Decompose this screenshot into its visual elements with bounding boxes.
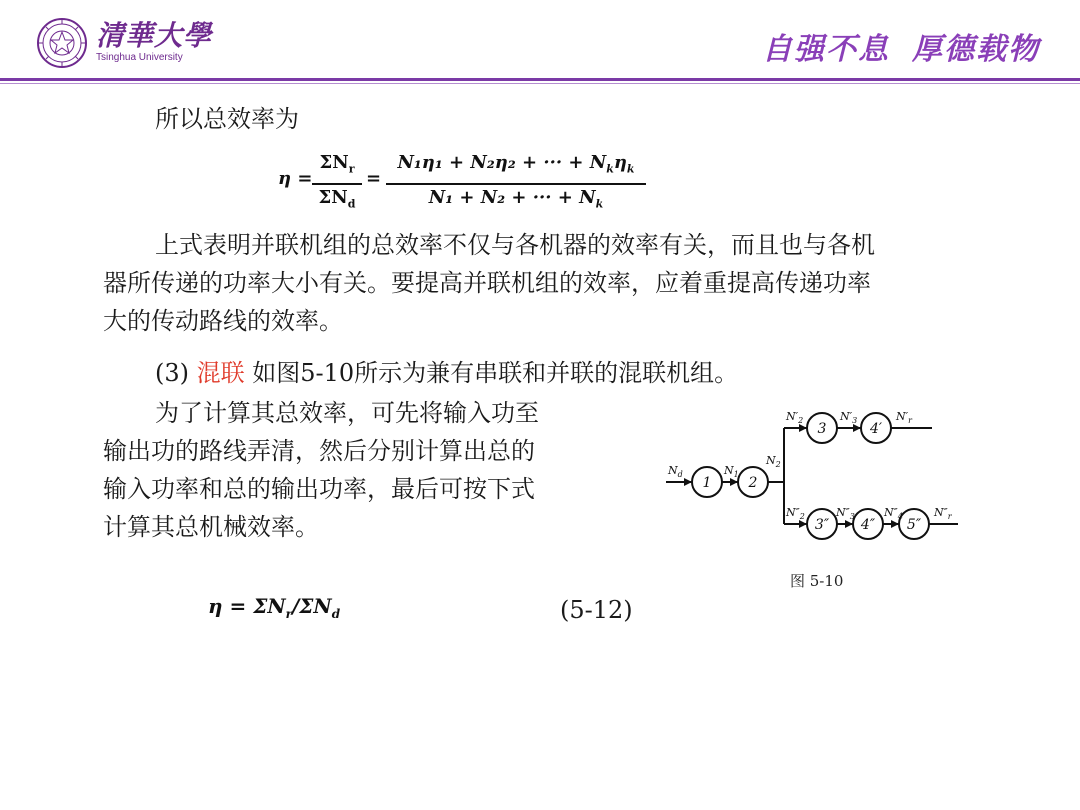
label-n1-sub: 1 <box>733 470 739 479</box>
paragraph-mixed-explanation <box>103 394 603 546</box>
equation-number: (5-12) <box>560 596 633 624</box>
label-n2-sub: 2 <box>775 460 781 469</box>
formula1-frac1-num-sub: r <box>348 162 355 176</box>
header-divider <box>0 78 1080 81</box>
label-bot-out-main: N″ <box>934 506 948 519</box>
paragraph3-line4: 计算其总机械效率。 <box>103 513 319 541</box>
formula1-lhs: η = <box>278 168 313 189</box>
paragraph1-line3: 大的传动路线的效率。 <box>103 307 343 335</box>
label-bot-b-main: N″ <box>884 506 898 519</box>
label-nd-main: N <box>668 464 678 477</box>
label-top-in <box>785 410 803 425</box>
label-top-mid <box>839 410 857 425</box>
label-n2 <box>765 454 781 469</box>
university-motto <box>762 24 1040 68</box>
formula1-frac2-num-k: k <box>606 162 614 176</box>
mixed-prefix: (3) <box>155 359 197 387</box>
paragraph-mixed-heading <box>155 354 738 392</box>
node-label-5-bottom: 5″ <box>906 517 922 533</box>
formula1-frac2-den: N₁ + N₂ + ··· + N <box>428 186 596 208</box>
label-top-mid-sub: 3 <box>852 416 858 425</box>
label-n2-main: N <box>766 454 776 467</box>
label-n1 <box>723 464 739 479</box>
efficiency-formula <box>278 152 648 210</box>
label-top-out <box>895 410 913 425</box>
label-bot-out <box>933 506 953 521</box>
label-bot-a <box>835 506 855 521</box>
mixed-description: 如图5-10所示为兼有串联和并联的混联机组。 <box>244 359 739 387</box>
paragraph3-line1: 为了计算其总效率，可先将输入功至 <box>155 399 539 427</box>
node-label-4-top: 4′ <box>869 421 883 437</box>
formula1-frac2-den-k: k <box>595 197 604 211</box>
figure-caption: 图 5-10 <box>790 572 844 590</box>
formula1-equals: = <box>366 168 382 189</box>
node-label-3-top: 3 <box>817 421 827 437</box>
university-seal-icon <box>36 17 88 69</box>
header-divider-thin <box>0 83 1080 84</box>
mixed-machine-diagram <box>660 400 970 560</box>
university-name-cn: 清華大學 <box>96 19 213 52</box>
formula1-fraction2 <box>386 152 646 215</box>
formula1-frac2-num: N₁η₁ + N₂η₂ + ··· + N <box>397 152 607 173</box>
label-top-out-sub: r <box>908 416 912 425</box>
formula1-frac1-den-sub: d <box>347 197 356 211</box>
formula1-frac2-num-tail-k: k <box>626 162 635 176</box>
node-label-2: 2 <box>748 475 758 491</box>
label-bot-in-main: N″ <box>786 506 800 519</box>
paragraph3-line3: 输入功率和总的输出功率，最后可按下式 <box>103 475 535 503</box>
motto-right: 厚德载物 <box>912 32 1040 67</box>
mixed-term-highlight: 混联 <box>196 359 245 387</box>
label-top-in-main: N′ <box>786 410 799 423</box>
formula1-frac1-den: ΣN <box>318 186 348 208</box>
label-bot-a-sub: 3 <box>849 512 855 521</box>
label-bot-b-sub: 4 <box>897 512 903 521</box>
total-efficiency-formula <box>208 594 340 621</box>
paragraph-parallel-efficiency <box>103 226 983 340</box>
formula2-sub1: r <box>285 607 292 621</box>
motto-left: 自强不息 <box>762 32 890 67</box>
label-bot-in <box>785 506 805 521</box>
formula1-frac1-num: ΣN <box>319 152 349 173</box>
label-nd <box>667 464 683 479</box>
label-nd-sub: d <box>677 470 683 479</box>
label-bot-a-main: N″ <box>836 506 850 519</box>
formula2-sub2: d <box>331 607 341 621</box>
formula2-mid: /ΣN <box>291 594 332 618</box>
label-bot-out-sub: r <box>947 512 952 521</box>
label-bot-b <box>883 506 903 521</box>
paragraph1-line2: 器所传递的功率大小有关。要提高并联机组的效率，应着重提高传递功率 <box>103 269 871 297</box>
formula1-frac2-num-tail: η <box>613 152 627 173</box>
intro-text: 所以总效率为 <box>155 105 299 133</box>
formula2-main: η = ΣN <box>208 594 286 618</box>
university-name-en: Tsinghua University <box>96 52 183 63</box>
label-top-out-main: N′ <box>896 410 909 423</box>
label-top-mid-main: N′ <box>840 410 853 423</box>
node-label-3-bottom: 3″ <box>814 517 830 533</box>
formula1-fraction1 <box>312 152 362 215</box>
label-top-in-sub: 2 <box>798 416 804 425</box>
label-n1-main: N <box>724 464 734 477</box>
paragraph1-line1: 上式表明并联机组的总效率不仅与各机器的效率有关，而且也与各机 <box>155 231 875 259</box>
node-label-1: 1 <box>702 475 712 491</box>
node-label-4-bottom: 4″ <box>860 517 876 533</box>
paragraph3-line2: 输出功的路线弄清，然后分别计算出总的 <box>103 437 535 465</box>
label-bot-in-sub: 2 <box>799 512 805 521</box>
